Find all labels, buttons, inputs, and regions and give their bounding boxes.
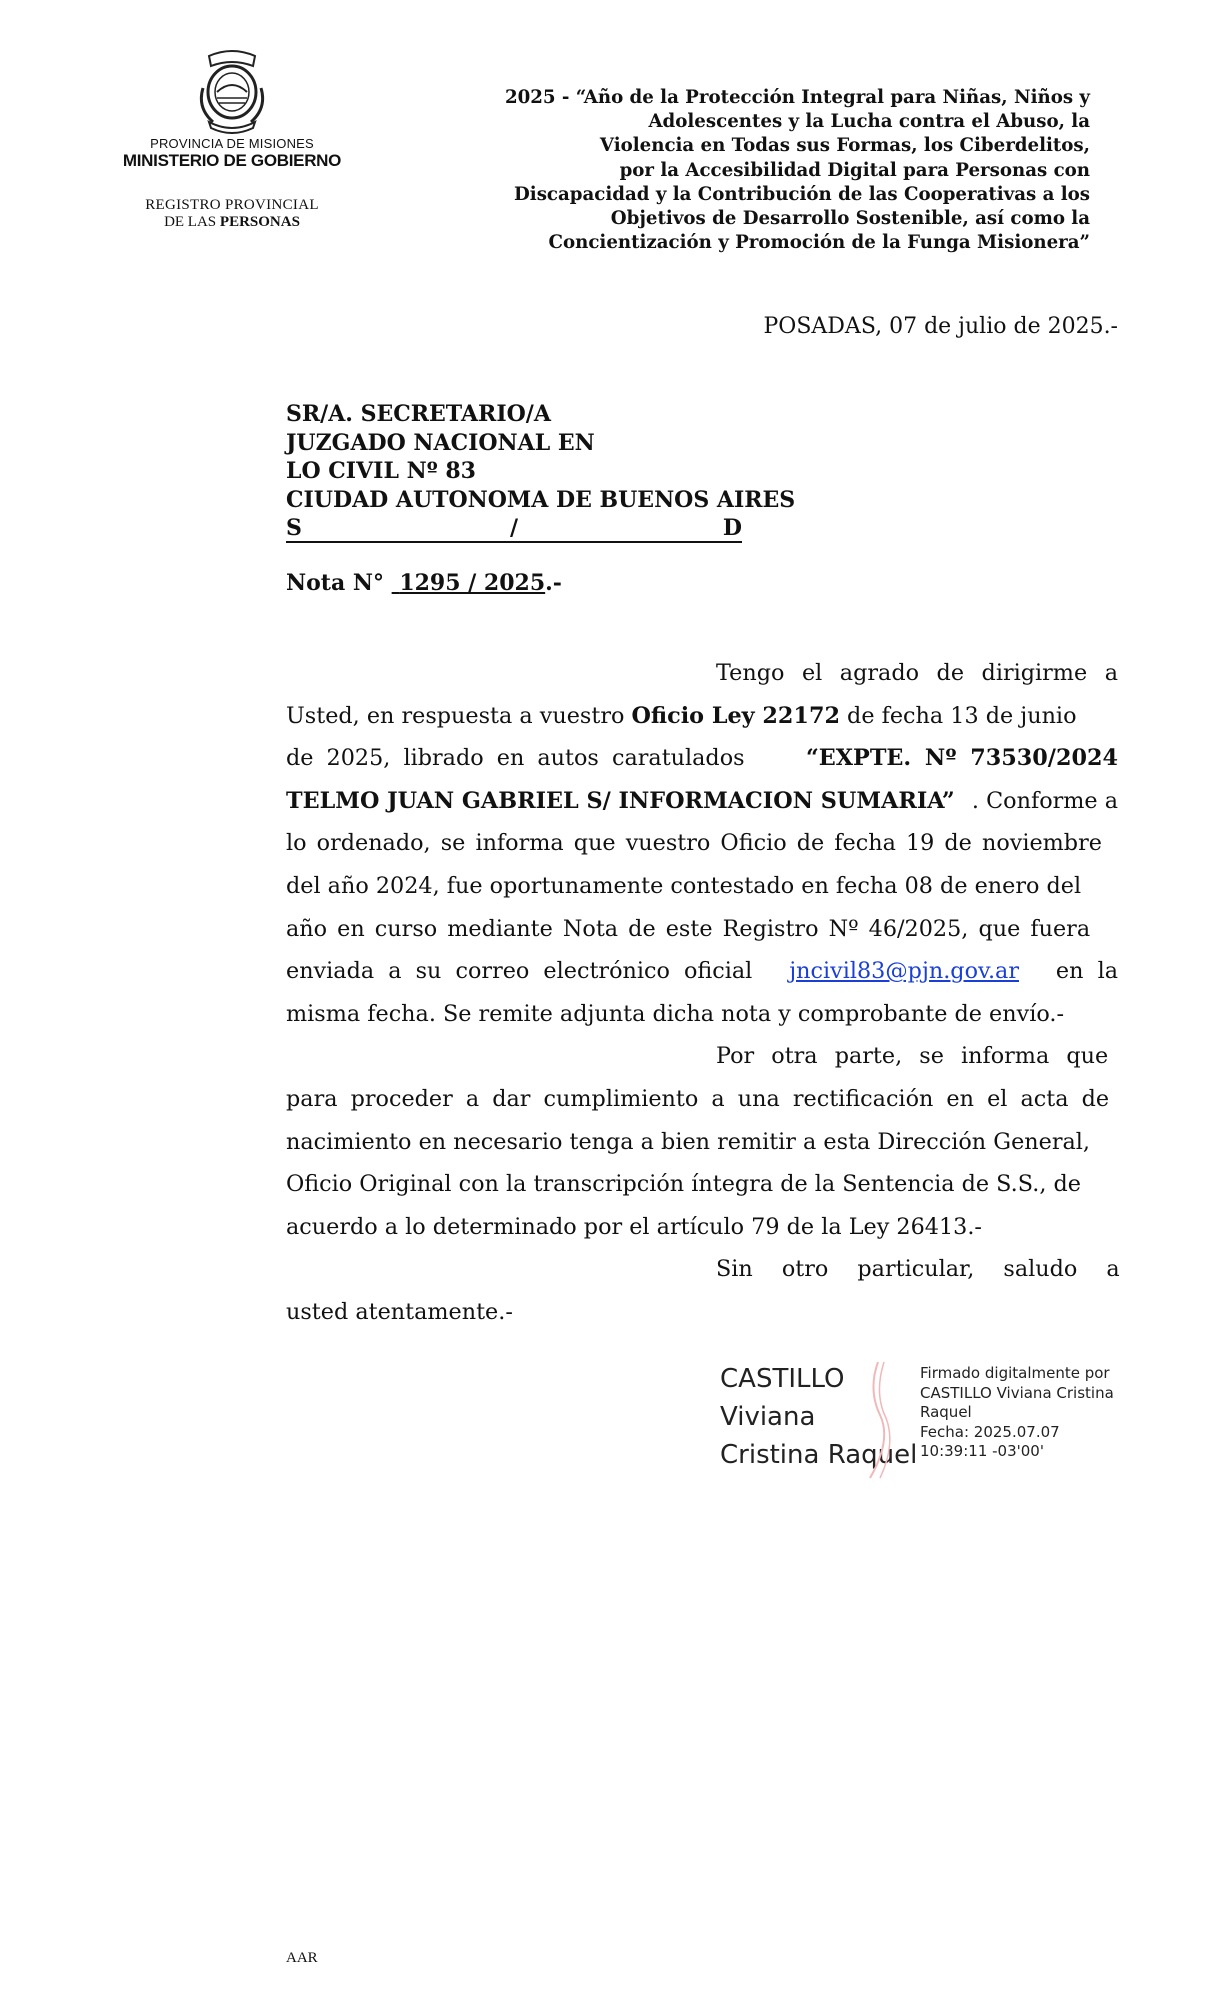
motto-line: Violencia en Todas sus Formas, los Ciberdelitos,: [599, 135, 1090, 157]
sd-mid: /: [510, 515, 519, 541]
letterhead-logo: [112, 48, 352, 231]
digital-signature: [720, 1360, 1140, 1480]
body-line: Usted, en respuesta a vuestro Oficio Ley 22172 de fecha 13 de junio: [286, 702, 1077, 729]
email-link[interactable]: jncivil83@pjn.gov.ar: [789, 958, 1019, 985]
motto-line: Concientización y Promoción de la Funga Misionera”: [548, 232, 1090, 254]
body-line: para proceder a dar cumplimiento a una rectificación en el acta de: [286, 1085, 1110, 1112]
place-date: POSADAS, 07 de julio de 2025.-: [763, 314, 1118, 339]
recipient-line: CIUDAD AUTONOMA DE BUENOS AIRES: [286, 486, 796, 513]
logo-province-text: PROVINCIA DE MISIONES: [150, 136, 314, 151]
signature-info: Firmado digitalmente por CASTILLO Viviana Cristina Raquel Fecha: 2025.07.07 10:39:11 -03'00': [920, 1364, 1114, 1460]
footer-initials: AAR: [286, 1950, 318, 1966]
body-line: Sin otro particular, saludo a: [716, 1256, 1120, 1283]
body-line: TELMO JUAN GABRIEL S/ INFORMACION SUMARIA” . Conforme a: [286, 787, 1118, 814]
body-line: de 2025, librado en autos caratulados “EXPTE. Nº 73530/2024: [286, 745, 1118, 772]
sd-left: S: [286, 515, 302, 541]
body-line: del año 2024, fue oportunamente contestado en fecha 08 de enero del: [286, 872, 1082, 899]
sd-right: D: [722, 515, 742, 541]
body-line: usted atentamente.-: [286, 1298, 513, 1325]
note-number: Nota N° 1295 / 2025.-: [286, 570, 562, 596]
registry-line-1: REGISTRO PROVINCIAL: [145, 197, 319, 213]
motto-line: 2025 - “Año de la Protección Integral para Niñas, Niños y: [504, 87, 1090, 108]
logo-ministry-text: MINISTERIO DE GOBIERNO: [122, 151, 342, 170]
motto-line: Adolescentes y la Lucha contra el Abuso, la: [648, 111, 1090, 133]
recipient-line: SR/A. SECRETARIO/A: [286, 401, 551, 427]
body-line: enviada a su correo electrónico oficial jncivil83@pjn.gov.ar en la: [286, 950, 1118, 993]
signer-name: CASTILLO Viviana Cristina Raquel: [720, 1364, 918, 1470]
sd-line: [286, 514, 742, 543]
motto-line: Discapacidad y la Contribución de las Cooperativas a los: [514, 183, 1090, 205]
note-number-value: 1295 / 2025: [399, 570, 546, 596]
letter-body: [286, 652, 1118, 1334]
year-motto: [450, 86, 1090, 255]
provincial-crest-icon: [189, 48, 275, 134]
motto-line: por la Accesibilidad Digital para Personas con: [619, 159, 1090, 181]
motto-line: Objetivos de Desarrollo Sostenible, así como la: [610, 208, 1090, 230]
body-line: lo ordenado, se informa que vuestro Oficio de fecha 19 de noviembre: [286, 830, 1102, 857]
recipient-block: [286, 400, 795, 543]
signature-ribbon-icon: [850, 1360, 910, 1480]
body-line: Por otra parte, se informa que: [716, 1043, 1109, 1070]
note-label: Nota N°: [286, 570, 384, 596]
body-line: nacimiento en necesario tenga a bien remitir a esta Dirección General,: [286, 1128, 1090, 1155]
body-line: año en curso mediante Nota de este Registro Nº 46/2025, que fuera: [286, 915, 1091, 942]
recipient-line: JUZGADO NACIONAL EN: [286, 429, 595, 456]
registry-line-2: DE LAS PERSONAS: [164, 214, 300, 230]
recipient-line: LO CIVIL Nº 83: [286, 458, 476, 484]
body-line: Oficio Original con la transcripción íntegra de la Sentencia de S.S., de: [286, 1171, 1081, 1198]
body-line: acuerdo a lo determinado por el artículo 79 de la Ley 26413.-: [286, 1213, 982, 1240]
body-line: misma fecha. Se remite adjunta dicha nota y comprobante de envío.-: [286, 1000, 1064, 1027]
body-line: Tengo el agrado de dirigirme a: [716, 660, 1118, 686]
